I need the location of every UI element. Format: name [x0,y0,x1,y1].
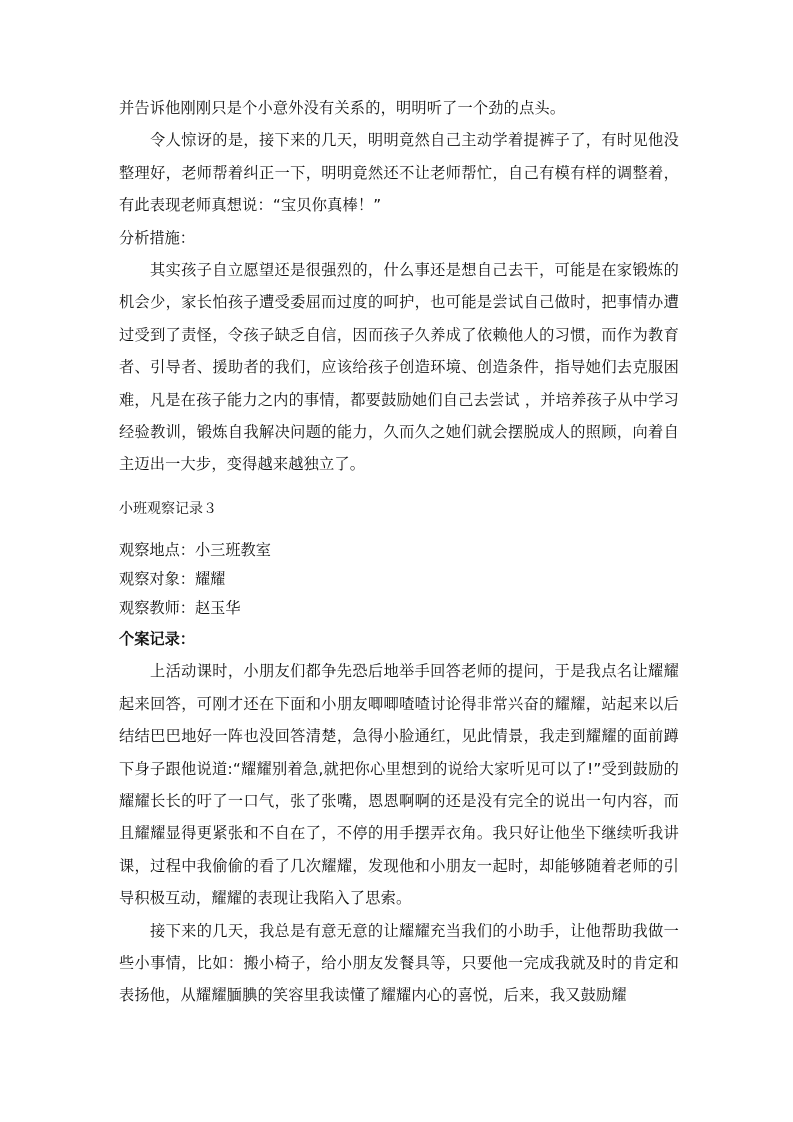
document-page [119,92,679,1012]
analysis-heading: 分析措施： [119,228,195,247]
section-title: 小班观察记录３ [119,500,217,517]
case-record-heading: 个案记录： [119,629,195,648]
paragraph-case-activity: 上活动课时，小朋友们都争先恐后地举手回答老师的提问，于是我点名让耀耀起来回答，可刚才还在下面和小朋友唧唧喳喳讨论得非常兴奋的耀耀，站起来以后结结巴巴地好一阵也没回答清楚，急得小脸通红，见此情景，我走到耀耀的面前蹲下身子跟他说道:“耀耀别着急,就把你心里想到的说给大家听见可以了!”受到鼓励的耀耀长长的吁了一口气，张了张嘴，恩恩啊啊的还是没有完全的说出一句内容，而且耀耀显得更紧张和不自在了，不停的用手摆弄衣角。我只好让他坐下继续听我讲课，过程中我偷偷的看了几次耀耀，发现他和小朋友一起时，却能够随着老师的引导积极互动，耀耀的表现让我陷入了思索。 [119,662,679,908]
spacer [119,481,679,498]
observation-teacher: 观察教师：赵玉华 [119,598,241,617]
paragraph-continuation: 并告诉他刚刚只是个小意外没有关系的，明明听了一个劲的点头。 [119,99,566,117]
observation-location: 观察地点：小三班教室 [119,540,271,559]
paragraph-case-followup: 接下来的几天，我总是有意无意的让耀耀充当我们的小助手，让他帮助我做一些小事情，比如：搬小椅子，给小朋友发餐具等，只要他一完成我就及时的肯定和表扬他，从耀耀腼腆的笑容里我读懂了耀耀内心的喜悦，后来，我又鼓励耀 [119,921,679,1005]
paragraph-surprise: 令人惊讶的是，接下来的几天，明明竟然自己主动学着提裤子了，有时见他没整理好，老师帮着纠正一下，明明竟然还不让老师帮忙，自己有模有样的调整着，有此表现老师真想说：“宝贝你真棒！” [119,131,679,215]
spacer [119,520,679,536]
paragraph-analysis: 其实孩子自立愿望还是很强烈的，什么事还是想自己去干，可能是在家锻炼的机会少，家长怕孩子遭受委屈而过度的呵护，也可能是尝试自己做时，把事情办遭过受到了责怪，令孩子缺乏自信，因而孩子久养成了依赖他人的习惯，而作为教育者、引导者、援助者的我们，应该给孩子创造环境、创造条件，指导她们去克服困难，凡是在孩子能力之内的事情，都要鼓励她们自己去尝试 ，并培养孩子从中学习经验教训，锻炼自我解决问题的能力，久而久之她们就会摆脱成人的照顾，向着自主迈出一大步，变得越来越独立了。 [119,261,679,474]
observation-subject: 观察对象：耀耀 [119,569,226,588]
